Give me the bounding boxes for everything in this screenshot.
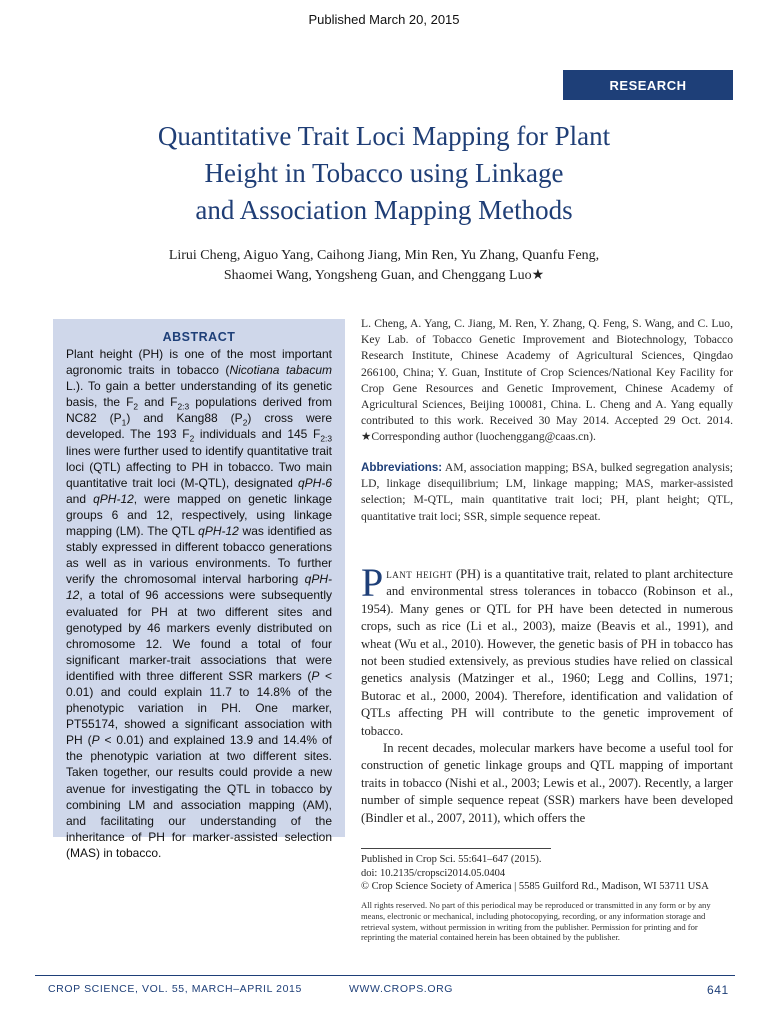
abbreviations: Abbreviations: AM, association mapping; BSA, bulked segregation analysis; LD, linkage disequilibrium; LM, linkage mapping; MAS, marker-assisted selection; M-QTL, main quantitative trait loci; PH, plant height; QTL, quantitative trait loci; SSR, simple sequence repeat. — [361, 461, 733, 523]
intro-paragraph-1: Plant height (PH) is a quantitative trait, related to plant architecture and environmental stress tolerances in tobacco (Robinson et al., 1954). Many genes or QTL for PH have been detected in numerous crops, such as rice (Li et al., 2003), maize (Beavis et al., 1991), and wheat (Wu et al., 2010). However, the genetic basis of PH in tobacco has not been studied extensively, as previous studies have relied on classical genetics analysis (Matzinger et al., 1960; Legg and Collins, 1971; Butorac et al., 2000, 2004). Therefore, identification and validation of QTLs affecting PH will contribute to the genetic improvement of tobacco. — [361, 560, 733, 738]
title-line-1: Quantitative Trait Loci Mapping for Plant — [157, 121, 611, 151]
abstract-text: Plant height (PH) is one of the most important agronomic traits in tobacco (Nicotiana tabacum L.). To gain a better understanding of its genetic basis, the $F_2$ and $F_{2:3}$ populations derived from NC82 $(P_1)$ and Kang88 $(P_2)$ cross were developed. The 193 $F_2$ individuals and 145 $F_{2:3}$ lines were further used to identify quantitative trait loci (QTL) affecting to PH in tobacco. Two main quantitative trait loci (M-QTL), designated qPH-6 and qPH-12, were mapped on genetic linkage groups 6 and 12, respectively, using linkage mapping (LM). The QTL qPH-12 was identified as stably expressed in different tobacco generations as well as in various environments. To further verify the chromosomal interval harboring qPH-12, a total of 96 accessions were subsequently evaluated for PH at two different sites and genotyped by 46 markers evenly distributed on chromosome 12. We found a total of four significant marker-trait associations that were identified with three different SSR markers (P < 0.01) and could explain 11.7 to 14.8% of the phenotypic variation in PH. One marker, PT55174, showed a significant association with PH (P < 0.01) and explained 13.9 and 14.4% of the phenotypic variation at two different sites. Taken together, our results could provide a new avenue for investigating the QTL in tobacco by combining LM and association mapping (AM), and facilitating our understanding of the inheritance of PH for marker-assisted selection (MAS) in tobacco. — [66, 347, 333, 860]
pubinfo-citation: Published in Crop Sci. 55:641–647 (2015). — [361, 854, 542, 865]
affiliations: L. Cheng, A. Yang, C. Jiang, M. Ren, Y. Zhang, Q. Feng, S. Wang, and C. Luo, Key Lab. of Tobacco Genetic Improvement and Biotechnology, Tobacco Research Institute, Chinese Academy of Agricultural Sciences, Qingdao 266100, China; Y. Guan, Institute of Crop Sciences/National Key Facility for Crop Gene Resources and Genetic Improvement, Chinese Academy of Agricultural Sciences, Beijing 100081, China. L. Cheng and A. Yang equally contributed to this work. Received 30 May 2014. Accepted 29 Oct. 2014. ★Corresponding author (luochenggang@caas.cn). — [361, 317, 733, 444]
research-badge: RESEARCH — [563, 70, 733, 100]
authors-line-1: Lirui Cheng, Aiguo Yang, Caihong Jiang, Min Ren, Yu Zhang, Quanfu Feng, — [168, 248, 600, 263]
pubinfo-divider — [361, 848, 551, 849]
published-date: Published March 20, 2015 — [308, 12, 460, 27]
pubinfo-copyright: © Crop Science Society of America | 5585 Guilford Rd., Madison, WI 53711 USA — [361, 881, 709, 893]
journal-info: CROP SCIENCE, VOL. 55, MARCH–APRIL 2015 — [48, 983, 302, 995]
title-line-2: Height in Tobacco using Linkage — [204, 158, 564, 188]
intro-body — [361, 560, 733, 827]
author-list — [60, 246, 708, 286]
rights-notice: All rights reserved. No part of this periodical may be reproduced or transmitted in any form or by any means, electronic or mechanical, including photocopying, recording, or any information storage and retrieval system, without permission in writing from the publisher. Permission for printing and for reprinting the material contained herein has been obtained by the publisher. — [361, 900, 711, 943]
abbreviations-label: Abbreviations: — [361, 461, 443, 474]
page-number: 641 — [707, 983, 729, 997]
pubinfo-doi: doi: 10.2135/cropsci2014.05.0404 — [361, 867, 506, 879]
title-line-3: and Association Mapping Methods — [195, 195, 573, 225]
drop-cap: P — [361, 560, 384, 605]
footer-divider — [35, 975, 735, 976]
website-link[interactable]: WWW.CROPS.ORG — [349, 983, 454, 995]
article-title — [60, 118, 708, 229]
intro-paragraph-2: In recent decades, molecular markers have become a useful tool for construction of genetic linkage groups and QTL mapping of important traits in tobacco (Nishi et al., 2003; Lewis et al., 2007). Recently, a larger number of simple sequence repeat (SSR) markers have been developed (Bindler et al., 2007, 2011), which offers the — [361, 741, 733, 825]
authors-line-2: Shaomei Wang, Yongsheng Guan, and Chenggang Luo★ — [223, 268, 545, 283]
publication-info — [361, 853, 733, 894]
species-name: Nicotiana tabacum — [229, 363, 332, 378]
abstract-heading: ABSTRACT — [162, 330, 236, 344]
